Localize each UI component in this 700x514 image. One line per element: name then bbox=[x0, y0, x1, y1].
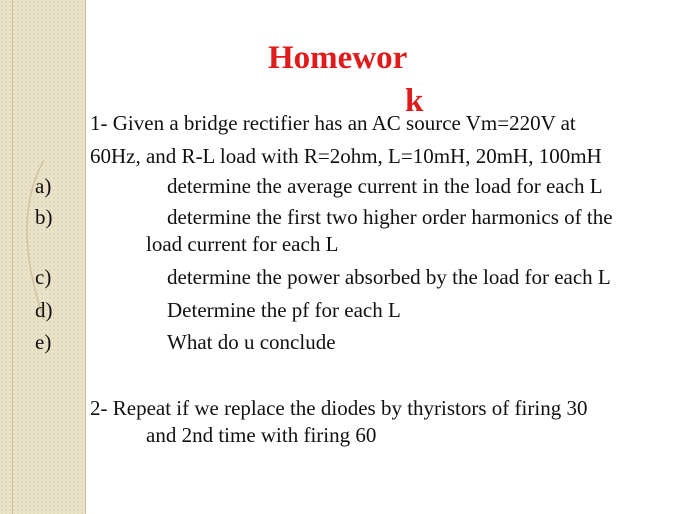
item-text-d: Determine the pf for each L bbox=[167, 298, 401, 322]
decorative-side-band bbox=[0, 0, 86, 514]
item-text-c: determine the power absorbed by the load for each L bbox=[167, 265, 611, 289]
question-2-line-1: 2- Repeat if we replace the diodes by thyristors of firing 30 bbox=[90, 396, 588, 420]
question-1-line-1: 1- Given a bridge rectifier has an AC source Vm=220V at bbox=[90, 111, 576, 135]
title-line-1: Homewor bbox=[268, 40, 408, 76]
item-letter-b: b) bbox=[35, 205, 53, 229]
item-letter-d: d) bbox=[35, 298, 53, 322]
band-arc bbox=[0, 0, 86, 514]
item-letter-e: e) bbox=[35, 330, 52, 354]
item-text-b: determine the first two higher order harmonics of the bbox=[167, 205, 613, 229]
item-text-e: What do u conclude bbox=[167, 330, 336, 354]
item-text-a: determine the average current in the load for each L bbox=[167, 174, 603, 198]
item-letter-a: a) bbox=[35, 174, 52, 198]
question-1-line-2: 60Hz, and R-L load with R=2ohm, L=10mH, 20mH, 100mH bbox=[90, 144, 602, 168]
title-line-2: k bbox=[405, 83, 424, 119]
item-text-b-continuation: load current for each L bbox=[146, 232, 339, 256]
item-letter-c: c) bbox=[35, 265, 52, 289]
question-2-line-2: and 2nd time with firing 60 bbox=[146, 423, 377, 447]
